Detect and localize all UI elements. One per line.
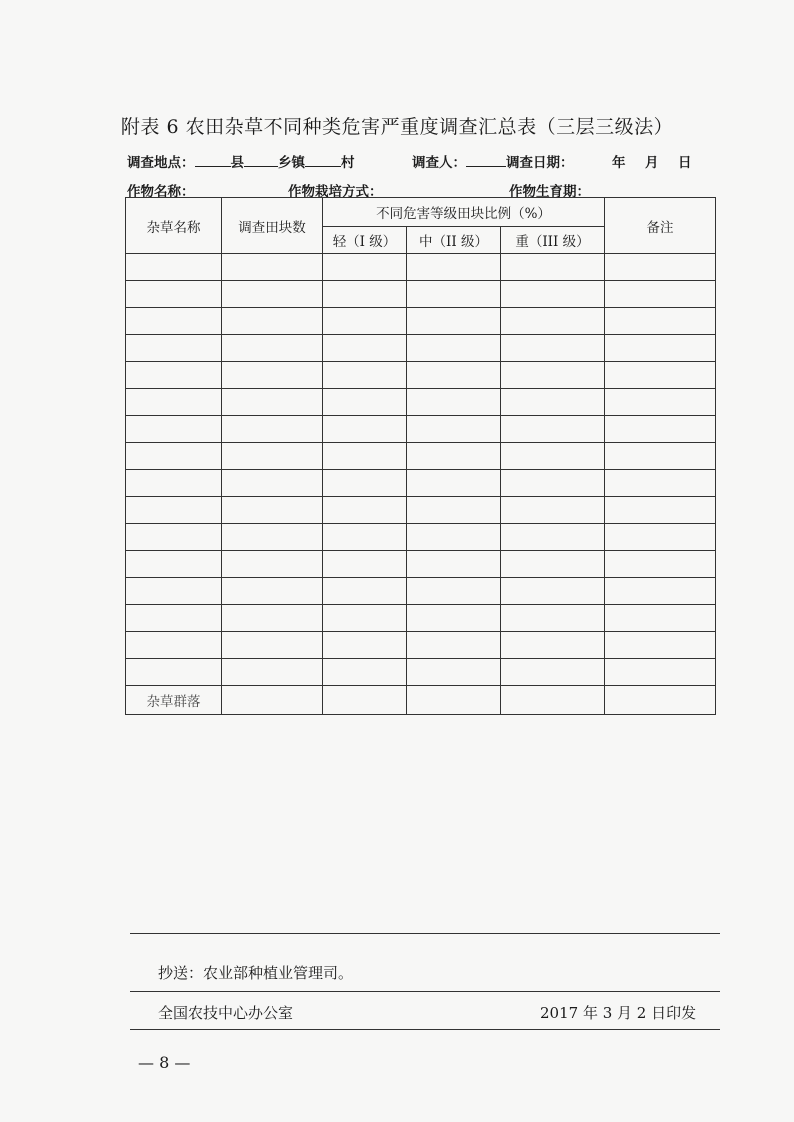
table-cell[interactable] bbox=[501, 524, 605, 551]
table-cell[interactable] bbox=[605, 551, 716, 578]
table-cell[interactable] bbox=[323, 416, 407, 443]
table-cell[interactable] bbox=[501, 308, 605, 335]
page-number: — 8 — bbox=[138, 1053, 191, 1072]
table-cell[interactable] bbox=[407, 416, 501, 443]
township-label: 乡镇 bbox=[278, 155, 305, 171]
table-cell[interactable] bbox=[501, 362, 605, 389]
weed-community-row bbox=[126, 686, 716, 715]
table-cell[interactable] bbox=[407, 578, 501, 605]
table-cell[interactable] bbox=[501, 281, 605, 308]
table-cell[interactable] bbox=[323, 632, 407, 659]
table-cell[interactable] bbox=[407, 551, 501, 578]
table-cell[interactable] bbox=[501, 389, 605, 416]
table-cell[interactable] bbox=[323, 497, 407, 524]
header-notes: 备注 bbox=[605, 198, 716, 254]
table-cell[interactable] bbox=[407, 254, 501, 281]
table-cell[interactable] bbox=[605, 281, 716, 308]
footer-divider-top bbox=[130, 933, 720, 934]
investigator-line bbox=[412, 151, 574, 171]
table-row bbox=[126, 659, 716, 686]
table-cell[interactable] bbox=[126, 659, 222, 686]
survey-table bbox=[125, 197, 716, 715]
village-label: 村 bbox=[341, 155, 355, 171]
table-cell[interactable] bbox=[407, 659, 501, 686]
table-cell[interactable] bbox=[126, 524, 222, 551]
table-cell[interactable] bbox=[126, 551, 222, 578]
table-cell[interactable] bbox=[605, 335, 716, 362]
table-cell[interactable] bbox=[605, 659, 716, 686]
table-cell[interactable] bbox=[407, 308, 501, 335]
table-cell[interactable] bbox=[605, 443, 716, 470]
table-cell[interactable] bbox=[323, 335, 407, 362]
table-cell[interactable] bbox=[323, 470, 407, 497]
table-cell[interactable] bbox=[407, 497, 501, 524]
weed-community-label: 杂草群落 bbox=[126, 686, 222, 715]
table-cell[interactable] bbox=[222, 308, 323, 335]
table-cell[interactable] bbox=[323, 362, 407, 389]
table-cell[interactable] bbox=[501, 632, 605, 659]
table-cell[interactable] bbox=[222, 470, 323, 497]
table-cell[interactable] bbox=[126, 389, 222, 416]
table-cell[interactable] bbox=[126, 443, 222, 470]
date-label: 调查日期： bbox=[506, 155, 574, 171]
table-cell[interactable] bbox=[407, 632, 501, 659]
cc-line: 抄送：农业部种植业管理司。 bbox=[158, 964, 354, 982]
table-cell[interactable] bbox=[323, 659, 407, 686]
county-blank bbox=[195, 154, 231, 167]
table-cell[interactable] bbox=[323, 524, 407, 551]
table-cell[interactable] bbox=[605, 362, 716, 389]
village-blank bbox=[305, 154, 341, 167]
table-cell[interactable] bbox=[126, 605, 222, 632]
table-row bbox=[126, 443, 716, 470]
issue-date: 2017 年 3 月 2 日印发 bbox=[540, 1004, 697, 1022]
table-cell[interactable] bbox=[407, 443, 501, 470]
table-cell[interactable] bbox=[501, 416, 605, 443]
table-cell[interactable] bbox=[222, 443, 323, 470]
table-cell[interactable] bbox=[605, 578, 716, 605]
table-cell[interactable] bbox=[407, 281, 501, 308]
table-cell[interactable] bbox=[126, 416, 222, 443]
table-cell[interactable] bbox=[126, 578, 222, 605]
table-cell[interactable] bbox=[605, 308, 716, 335]
header-ratio-group: 不同危害等级田块比例（%） bbox=[323, 198, 605, 227]
growth-stage-label: 作物生育期： bbox=[509, 184, 590, 200]
table-cell[interactable] bbox=[605, 497, 716, 524]
table-cell[interactable] bbox=[222, 362, 323, 389]
table-cell[interactable] bbox=[323, 389, 407, 416]
table-cell[interactable] bbox=[222, 659, 323, 686]
table-cell[interactable] bbox=[222, 551, 323, 578]
issuer-office: 全国农技中心办公室 bbox=[158, 1004, 294, 1022]
table-row bbox=[126, 578, 716, 605]
table-cell[interactable] bbox=[407, 362, 501, 389]
table-cell[interactable] bbox=[605, 416, 716, 443]
table-cell[interactable] bbox=[222, 686, 323, 715]
table-cell[interactable] bbox=[323, 605, 407, 632]
table-cell[interactable] bbox=[222, 254, 323, 281]
table-cell[interactable] bbox=[323, 308, 407, 335]
table-cell[interactable] bbox=[407, 335, 501, 362]
table-cell[interactable] bbox=[222, 524, 323, 551]
table-cell[interactable] bbox=[501, 659, 605, 686]
table-cell[interactable] bbox=[126, 632, 222, 659]
table-row bbox=[126, 281, 716, 308]
table-cell[interactable] bbox=[323, 578, 407, 605]
table-body bbox=[126, 254, 716, 715]
table-row bbox=[126, 470, 716, 497]
table-cell[interactable] bbox=[501, 578, 605, 605]
date-month-label: 月 bbox=[645, 155, 659, 171]
location-label: 调查地点： bbox=[127, 155, 195, 171]
table-cell[interactable] bbox=[126, 308, 222, 335]
table-cell[interactable] bbox=[323, 254, 407, 281]
investigator-blank bbox=[466, 154, 506, 167]
county-label: 县 bbox=[230, 155, 244, 171]
table-row bbox=[126, 632, 716, 659]
table-cell[interactable] bbox=[222, 389, 323, 416]
table-cell[interactable] bbox=[222, 632, 323, 659]
table-row bbox=[126, 524, 716, 551]
header-weed-name: 杂草名称 bbox=[126, 198, 222, 254]
table-cell[interactable] bbox=[407, 524, 501, 551]
table-cell[interactable] bbox=[222, 281, 323, 308]
table-cell[interactable] bbox=[501, 551, 605, 578]
table-cell[interactable] bbox=[323, 281, 407, 308]
table-cell[interactable] bbox=[126, 254, 222, 281]
table-cell[interactable] bbox=[605, 605, 716, 632]
table-row bbox=[126, 416, 716, 443]
investigator-label: 调查人： bbox=[412, 155, 466, 171]
table-cell[interactable] bbox=[407, 470, 501, 497]
footer-divider-bottom bbox=[130, 1029, 720, 1030]
table-cell[interactable] bbox=[605, 470, 716, 497]
header-heavy: 重（III 级） bbox=[501, 227, 605, 254]
table-row bbox=[126, 254, 716, 281]
table-cell[interactable] bbox=[501, 470, 605, 497]
table-cell[interactable] bbox=[323, 551, 407, 578]
table-cell[interactable] bbox=[501, 254, 605, 281]
table-cell[interactable] bbox=[126, 470, 222, 497]
table-cell[interactable] bbox=[501, 686, 605, 715]
table-cell[interactable] bbox=[605, 632, 716, 659]
table-row bbox=[126, 389, 716, 416]
table-cell[interactable] bbox=[407, 605, 501, 632]
table-row bbox=[126, 497, 716, 524]
table-cell[interactable] bbox=[222, 578, 323, 605]
crop-name-label: 作物名称： bbox=[127, 184, 195, 200]
table-cell[interactable] bbox=[323, 443, 407, 470]
header-medium: 中（II 级） bbox=[407, 227, 501, 254]
table-cell[interactable] bbox=[605, 389, 716, 416]
table-cell[interactable] bbox=[407, 686, 501, 715]
survey-location-line bbox=[127, 151, 355, 171]
table-cell[interactable] bbox=[126, 281, 222, 308]
table-cell[interactable] bbox=[222, 335, 323, 362]
table-cell[interactable] bbox=[126, 335, 222, 362]
table-cell[interactable] bbox=[605, 524, 716, 551]
table-cell[interactable] bbox=[126, 497, 222, 524]
table-cell[interactable] bbox=[323, 686, 407, 715]
header-light: 轻（I 级） bbox=[323, 227, 407, 254]
footer-divider-middle bbox=[130, 991, 720, 992]
table-row bbox=[126, 362, 716, 389]
table-cell[interactable] bbox=[605, 254, 716, 281]
township-blank bbox=[244, 154, 278, 167]
header-plot-count: 调查田块数 bbox=[222, 198, 323, 254]
cultivation-label: 作物栽培方式： bbox=[288, 184, 383, 200]
table-cell[interactable] bbox=[501, 335, 605, 362]
date-day-label: 日 bbox=[678, 155, 692, 171]
table-cell[interactable] bbox=[126, 362, 222, 389]
table-cell[interactable] bbox=[501, 443, 605, 470]
table-cell[interactable] bbox=[501, 497, 605, 524]
table-cell[interactable] bbox=[222, 605, 323, 632]
table-cell[interactable] bbox=[407, 389, 501, 416]
table-row bbox=[126, 551, 716, 578]
table-cell[interactable] bbox=[222, 497, 323, 524]
table-cell[interactable] bbox=[222, 416, 323, 443]
table-cell[interactable] bbox=[501, 605, 605, 632]
date-year-label: 年 bbox=[612, 155, 626, 171]
document-title: 附表 6 农田杂草不同种类危害严重度调查汇总表（三层三级法） bbox=[120, 116, 674, 138]
table-cell[interactable] bbox=[605, 686, 716, 715]
table-row bbox=[126, 335, 716, 362]
table-row bbox=[126, 308, 716, 335]
table-row bbox=[126, 605, 716, 632]
